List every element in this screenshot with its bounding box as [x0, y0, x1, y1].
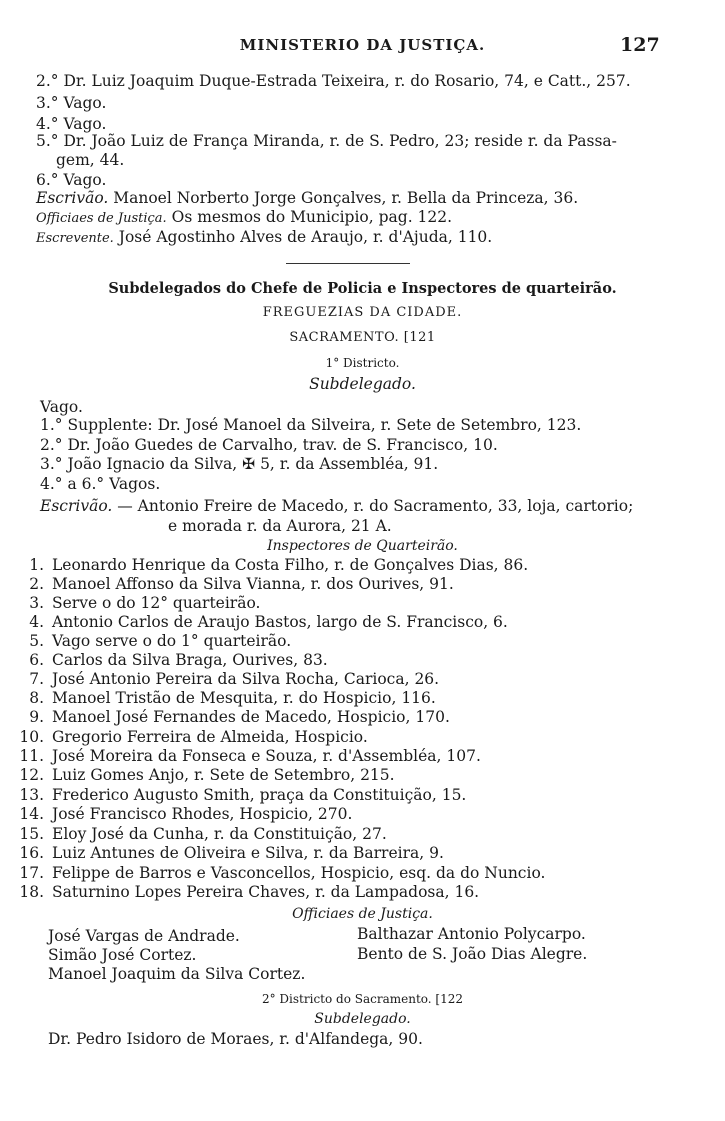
- district1-line-1: Vago.: [40, 398, 83, 416]
- list-item: 15. Eloy José da Cunha, r. da Constituição, 27.: [19, 825, 387, 843]
- official-right-1: Balthazar Antonio Polycarpo.: [357, 925, 586, 943]
- list-item: 4. Antonio Carlos de Araujo Bastos, largo de S. Francisco, 6.: [29, 613, 508, 631]
- list-item: 3. Serve o do 12° quarteirão.: [29, 594, 261, 612]
- top-line-1: 2.° Dr. Luiz Joaquim Duque-Estrada Teixeira, r. do Rosario, 74, e Catt., 257.: [36, 72, 631, 90]
- officiaes-line: [36, 208, 452, 228]
- official-left-1: José Vargas de Andrade.: [48, 927, 240, 945]
- district1-line-5: 4.° a 6.° Vagos.: [40, 475, 161, 493]
- top-line-4: 5.° Dr. João Luiz de França Miranda, r. de S. Pedro, 23; reside r. da Passa-: [36, 132, 617, 150]
- district1-line-3: 2.° Dr. João Guedes de Carvalho, trav. de S. Francisco, 10.: [40, 436, 498, 454]
- parish-heading: SACRAMENTO. [121: [289, 330, 436, 345]
- list-item: 10. Gregorio Ferreira de Almeida, Hospicio.: [19, 728, 368, 746]
- escrivao-line: [36, 189, 578, 207]
- list-item: 6. Carlos da Silva Braga, Ourives, 83.: [29, 651, 328, 669]
- list-item: 2. Manoel Affonso da Silva Vianna, r. dos Ourives, 91.: [29, 575, 454, 593]
- list-item: 1. Leonardo Henrique da Costa Filho, r. de Gonçalves Dias, 86.: [29, 556, 529, 574]
- top-line-2: 3.° Vago.: [36, 94, 107, 112]
- escrevente-label: Escrevente.: [36, 231, 114, 246]
- top-line-5: gem, 44.: [56, 151, 125, 169]
- list-item: 17. Felippe de Barros e Vasconcellos, Hospicio, esq. da do Nuncio.: [19, 864, 546, 882]
- officiaes-justica-label: Officiaes de Justiça.: [292, 906, 433, 922]
- escrivao2-line: [40, 497, 633, 515]
- page-header-title: MINISTERIO DA JUSTIÇA.: [239, 36, 486, 54]
- official-right-2: Bento de S. João Dias Alegre.: [357, 945, 588, 963]
- officiaes-label: Officiaes de Justiça.: [36, 211, 167, 226]
- inspectores-label: Inspectores de Quarteirão.: [267, 538, 458, 554]
- district2-heading: 2° Districto do Sacramento. [122: [261, 992, 463, 1006]
- escrevente-text: José Agostinho Alves de Araujo, r. d'Ajuda, 110.: [118, 228, 493, 246]
- list-item: 11. José Moreira da Fonseca e Souza, r. d'Assembléa, 107.: [19, 747, 481, 765]
- district1-line-4: 3.° João Ignacio da Silva, ✠ 5, r. da Assembléa, 91.: [40, 455, 439, 473]
- escrivao-label: Escrivão.: [36, 189, 109, 207]
- district2-subdelegado-label: Subdelegado.: [314, 1011, 411, 1027]
- list-item: 13. Frederico Augusto Smith, praça da Constituição, 15.: [19, 786, 467, 804]
- escrivao2-cont: e morada r. da Aurora, 21 A.: [168, 517, 392, 535]
- section-divider: [286, 263, 410, 264]
- page-number: 127: [620, 34, 660, 56]
- district2-line: Dr. Pedro Isidoro de Moraes, r. d'Alfandega, 90.: [48, 1030, 423, 1048]
- list-item: 5. Vago serve o do 1° quarteirão.: [29, 632, 292, 650]
- top-line-6: 6.° Vago.: [36, 171, 107, 189]
- escrevente-line: [36, 228, 492, 248]
- list-item: 18. Saturnino Lopes Pereira Chaves, r. da Lampadosa, 16.: [19, 883, 480, 901]
- official-left-2: Simão José Cortez.: [48, 946, 197, 964]
- officiaes-text: Os mesmos do Municipio, pag. 122.: [171, 208, 453, 226]
- district1-line-2: 1.° Supplente: Dr. José Manoel da Silveira, r. Sete de Setembro, 123.: [40, 416, 582, 434]
- top-line-3: 4.° Vago.: [36, 115, 107, 133]
- list-item: 14. José Francisco Rhodes, Hospicio, 270.: [19, 805, 353, 823]
- list-item: 8. Manoel Tristão de Mesquita, r. do Hospicio, 116.: [29, 689, 436, 707]
- list-item: 7. José Antonio Pereira da Silva Rocha, Carioca, 26.: [29, 670, 440, 688]
- list-item: 12. Luiz Gomes Anjo, r. Sete de Setembro, 215.: [19, 766, 395, 784]
- list-item: 9. Manoel José Fernandes de Macedo, Hospicio, 170.: [29, 708, 450, 726]
- section-heading: Subdelegados do Chefe de Policia e Inspectores de quarteirão.: [108, 280, 617, 297]
- section-subheading: FREGUEZIAS DA CIDADE.: [262, 305, 463, 320]
- official-left-3: Manoel Joaquim da Silva Cortez.: [48, 965, 306, 983]
- escrivao2-label: Escrivão.: [40, 497, 113, 515]
- district-heading: 1° Districto.: [325, 356, 400, 370]
- escrivao2-text: — Antonio Freire de Macedo, r. do Sacramento, 33, loja, cartorio;: [117, 497, 634, 515]
- escrivao-text: Manoel Norberto Jorge Gonçalves, r. Bella da Princeza, 36.: [113, 189, 579, 207]
- subdelegado-label: Subdelegado.: [309, 375, 416, 393]
- list-item: 16. Luiz Antunes de Oliveira e Silva, r. da Barreira, 9.: [19, 844, 444, 862]
